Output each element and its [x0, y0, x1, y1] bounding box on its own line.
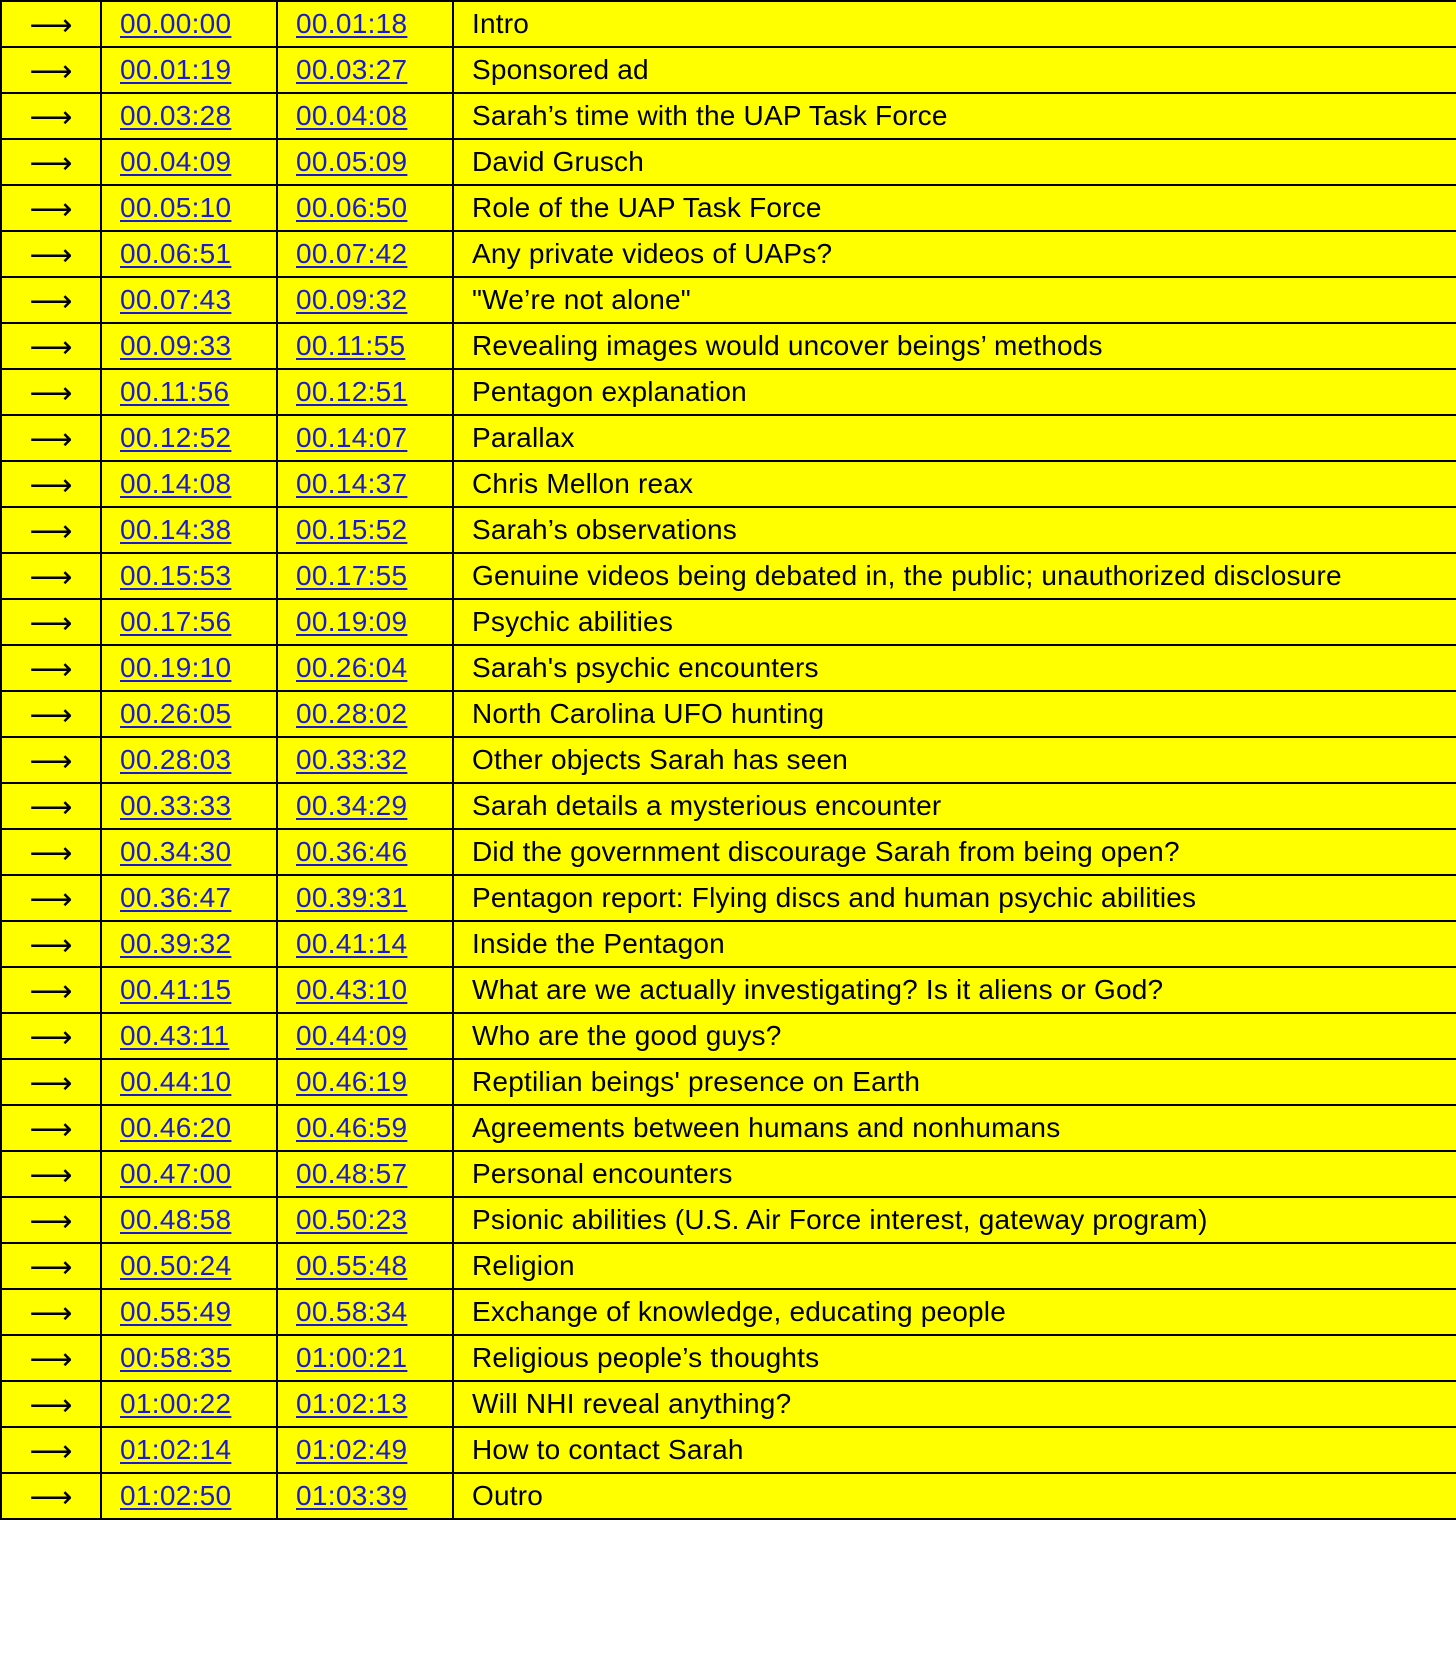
end-time-cell: [277, 1059, 453, 1105]
chapter-row: [1, 231, 1456, 277]
end-timestamp-link[interactable]: 00.55:48: [296, 1250, 408, 1281]
chapter-row: [1, 369, 1456, 415]
chapter-table-body: [1, 1, 1456, 1519]
end-timestamp-link[interactable]: 01:00:21: [296, 1342, 408, 1373]
end-time-cell: [277, 1381, 453, 1427]
arrow-cell: [1, 921, 101, 967]
start-time-cell: [101, 1151, 277, 1197]
end-timestamp-link[interactable]: 00.41:14: [296, 928, 408, 959]
arrow-cell: [1, 1473, 101, 1519]
arrow-cell: [1, 691, 101, 737]
end-timestamp-link[interactable]: 00.46:19: [296, 1066, 408, 1097]
chapter-row: [1, 1335, 1456, 1381]
end-time-cell: [277, 1427, 453, 1473]
start-time-cell: [101, 1, 277, 47]
start-time-cell: [101, 875, 277, 921]
start-time-cell: [101, 277, 277, 323]
start-timestamp-link[interactable]: 00.12:52: [120, 422, 232, 453]
arrow-cell: [1, 277, 101, 323]
start-time-cell: [101, 93, 277, 139]
end-timestamp-link[interactable]: 00.28:02: [296, 698, 408, 729]
right-arrow-icon: ⟶: [29, 745, 73, 778]
arrow-cell: [1, 599, 101, 645]
arrow-cell: [1, 875, 101, 921]
start-time-cell: [101, 1059, 277, 1105]
arrow-cell: [1, 1105, 101, 1151]
arrow-cell: [1, 1335, 101, 1381]
start-timestamp-link[interactable]: 00.43:11: [120, 1020, 230, 1051]
chapter-title: Sarah details a mysterious encounter: [453, 783, 1456, 829]
end-time-cell: [277, 1151, 453, 1197]
start-timestamp-link[interactable]: 00.33:33: [120, 790, 232, 821]
arrow-cell: [1, 1059, 101, 1105]
right-arrow-icon: ⟶: [29, 1481, 73, 1514]
chapter-row: [1, 1, 1456, 47]
start-time-cell: [101, 921, 277, 967]
arrow-cell: [1, 645, 101, 691]
chapter-title: Intro: [453, 1, 1456, 47]
arrow-cell: [1, 369, 101, 415]
chapter-title: Sarah’s time with the UAP Task Force: [453, 93, 1456, 139]
arrow-cell: [1, 737, 101, 783]
end-time-cell: [277, 93, 453, 139]
chapter-title: Will NHI reveal anything?: [453, 1381, 1456, 1427]
start-timestamp-link[interactable]: 00:58:35: [120, 1342, 232, 1373]
end-time-cell: [277, 139, 453, 185]
end-timestamp-link[interactable]: 00.15:52: [296, 514, 408, 545]
start-timestamp-link[interactable]: 00.28:03: [120, 744, 232, 775]
chapter-row: [1, 737, 1456, 783]
end-time-cell: [277, 185, 453, 231]
chapter-title: Genuine videos being debated in, the public; unauthorized disclosure: [453, 553, 1456, 599]
start-timestamp-link[interactable]: 01:02:50: [120, 1480, 232, 1511]
chapter-row: [1, 1381, 1456, 1427]
end-time-cell: [277, 1473, 453, 1519]
end-timestamp-link[interactable]: 01:03:39: [296, 1480, 408, 1511]
right-arrow-icon: ⟶: [29, 607, 73, 640]
end-time-cell: [277, 47, 453, 93]
end-time-cell: [277, 645, 453, 691]
end-timestamp-link[interactable]: 00.14:37: [296, 468, 408, 499]
chapter-row: [1, 277, 1456, 323]
right-arrow-icon: ⟶: [29, 239, 73, 272]
chapter-title: Sarah’s observations: [453, 507, 1456, 553]
arrow-cell: [1, 1013, 101, 1059]
start-time-cell: [101, 461, 277, 507]
chapter-row: [1, 553, 1456, 599]
chapter-title: Inside the Pentagon: [453, 921, 1456, 967]
chapter-title: David Grusch: [453, 139, 1456, 185]
end-time-cell: [277, 921, 453, 967]
start-time-cell: [101, 1013, 277, 1059]
chapter-row: [1, 783, 1456, 829]
start-time-cell: [101, 1105, 277, 1151]
right-arrow-icon: ⟶: [29, 1021, 73, 1054]
start-time-cell: [101, 323, 277, 369]
chapter-title: Religion: [453, 1243, 1456, 1289]
start-time-cell: [101, 1473, 277, 1519]
start-timestamp-link[interactable]: 00.15:53: [120, 560, 232, 591]
start-timestamp-link[interactable]: 00.41:15: [120, 974, 232, 1005]
arrow-cell: [1, 507, 101, 553]
start-timestamp-link[interactable]: 00.06:51: [120, 238, 232, 269]
start-timestamp-link[interactable]: 00.01:19: [120, 54, 232, 85]
end-time-cell: [277, 1013, 453, 1059]
end-timestamp-link[interactable]: 01:02:13: [296, 1388, 408, 1419]
end-timestamp-link[interactable]: 00.46:59: [296, 1112, 408, 1143]
start-timestamp-link[interactable]: 01:02:14: [120, 1434, 232, 1465]
arrow-cell: [1, 1151, 101, 1197]
start-time-cell: [101, 1427, 277, 1473]
chapter-row: [1, 1013, 1456, 1059]
end-timestamp-link[interactable]: 00.43:10: [296, 974, 408, 1005]
end-time-cell: [277, 691, 453, 737]
end-timestamp-link[interactable]: 00.03:27: [296, 54, 408, 85]
arrow-cell: [1, 1427, 101, 1473]
chapter-row: [1, 1473, 1456, 1519]
end-timestamp-link[interactable]: 00.58:34: [296, 1296, 408, 1327]
chapter-row: [1, 875, 1456, 921]
start-time-cell: [101, 1381, 277, 1427]
right-arrow-icon: ⟶: [29, 883, 73, 916]
chapter-row: [1, 921, 1456, 967]
chapter-title: Chris Mellon reax: [453, 461, 1456, 507]
end-timestamp-link[interactable]: 00.19:09: [296, 606, 408, 637]
arrow-cell: [1, 47, 101, 93]
end-timestamp-link[interactable]: 00.50:23: [296, 1204, 408, 1235]
chapter-title: Role of the UAP Task Force: [453, 185, 1456, 231]
start-time-cell: [101, 369, 277, 415]
chapter-row: [1, 1059, 1456, 1105]
end-time-cell: [277, 1335, 453, 1381]
arrow-cell: [1, 185, 101, 231]
end-timestamp-link[interactable]: 00.34:29: [296, 790, 408, 821]
chapter-row: [1, 139, 1456, 185]
chapter-row: [1, 1197, 1456, 1243]
end-timestamp-link[interactable]: 00.26:04: [296, 652, 408, 683]
start-timestamp-link[interactable]: 00.04:09: [120, 146, 232, 177]
start-timestamp-link[interactable]: 00.46:20: [120, 1112, 232, 1143]
start-timestamp-link[interactable]: 00.36:47: [120, 882, 232, 913]
start-timestamp-link[interactable]: 00.50:24: [120, 1250, 232, 1281]
right-arrow-icon: ⟶: [29, 469, 73, 502]
end-timestamp-link[interactable]: 00.44:09: [296, 1020, 408, 1051]
right-arrow-icon: ⟶: [29, 1435, 73, 1468]
chapter-title: How to contact Sarah: [453, 1427, 1456, 1473]
end-timestamp-link[interactable]: 00.07:42: [296, 238, 408, 269]
start-timestamp-link[interactable]: 00.00:00: [120, 8, 232, 39]
start-time-cell: [101, 185, 277, 231]
chapter-title: Personal encounters: [453, 1151, 1456, 1197]
end-time-cell: [277, 1, 453, 47]
start-time-cell: [101, 553, 277, 599]
end-time-cell: [277, 967, 453, 1013]
right-arrow-icon: ⟶: [29, 929, 73, 962]
start-timestamp-link[interactable]: 00.48:58: [120, 1204, 232, 1235]
right-arrow-icon: ⟶: [29, 147, 73, 180]
end-time-cell: [277, 415, 453, 461]
chapter-title: Religious people’s thoughts: [453, 1335, 1456, 1381]
chapter-row: [1, 185, 1456, 231]
right-arrow-icon: ⟶: [29, 653, 73, 686]
end-timestamp-link[interactable]: 00.36:46: [296, 836, 408, 867]
start-time-cell: [101, 1243, 277, 1289]
start-timestamp-link[interactable]: 00.39:32: [120, 928, 232, 959]
chapter-title: Did the government discourage Sarah from being open?: [453, 829, 1456, 875]
start-time-cell: [101, 599, 277, 645]
chapter-title: Sarah's psychic encounters: [453, 645, 1456, 691]
end-timestamp-link[interactable]: 00.17:55: [296, 560, 408, 591]
chapter-title: Who are the good guys?: [453, 1013, 1456, 1059]
arrow-cell: [1, 93, 101, 139]
chapter-row: [1, 507, 1456, 553]
arrow-cell: [1, 1197, 101, 1243]
start-timestamp-link[interactable]: 00.34:30: [120, 836, 232, 867]
right-arrow-icon: ⟶: [29, 1297, 73, 1330]
arrow-cell: [1, 783, 101, 829]
start-timestamp-link[interactable]: 00.19:10: [120, 652, 232, 683]
end-timestamp-link[interactable]: 00.09:32: [296, 284, 408, 315]
start-time-cell: [101, 47, 277, 93]
end-time-cell: [277, 461, 453, 507]
right-arrow-icon: ⟶: [29, 561, 73, 594]
right-arrow-icon: ⟶: [29, 55, 73, 88]
right-arrow-icon: ⟶: [29, 699, 73, 732]
arrow-cell: [1, 1, 101, 47]
chapter-row: [1, 93, 1456, 139]
right-arrow-icon: ⟶: [29, 285, 73, 318]
arrow-cell: [1, 1381, 101, 1427]
right-arrow-icon: ⟶: [29, 791, 73, 824]
chapter-row: [1, 47, 1456, 93]
start-timestamp-link[interactable]: 01:00:22: [120, 1388, 232, 1419]
end-time-cell: [277, 369, 453, 415]
right-arrow-icon: ⟶: [29, 1113, 73, 1146]
start-time-cell: [101, 1197, 277, 1243]
chapter-title: Parallax: [453, 415, 1456, 461]
arrow-cell: [1, 553, 101, 599]
right-arrow-icon: ⟶: [29, 9, 73, 42]
right-arrow-icon: ⟶: [29, 423, 73, 456]
start-timestamp-link[interactable]: 00.07:43: [120, 284, 232, 315]
start-timestamp-link[interactable]: 00.55:49: [120, 1296, 232, 1327]
start-time-cell: [101, 967, 277, 1013]
end-timestamp-link[interactable]: 01:02:49: [296, 1434, 408, 1465]
chapter-row: [1, 461, 1456, 507]
chapter-row: [1, 599, 1456, 645]
chapter-title: Psychic abilities: [453, 599, 1456, 645]
start-timestamp-link[interactable]: 00.14:38: [120, 514, 232, 545]
end-time-cell: [277, 783, 453, 829]
right-arrow-icon: ⟶: [29, 1343, 73, 1376]
end-timestamp-link[interactable]: 00.39:31: [296, 882, 408, 913]
chapter-row: [1, 691, 1456, 737]
arrow-cell: [1, 967, 101, 1013]
end-time-cell: [277, 231, 453, 277]
start-time-cell: [101, 507, 277, 553]
start-time-cell: [101, 737, 277, 783]
right-arrow-icon: ⟶: [29, 193, 73, 226]
chapter-row: [1, 967, 1456, 1013]
right-arrow-icon: ⟶: [29, 1205, 73, 1238]
chapter-title: Exchange of knowledge, educating people: [453, 1289, 1456, 1335]
end-timestamp-link[interactable]: 00.33:32: [296, 744, 408, 775]
arrow-cell: [1, 461, 101, 507]
end-timestamp-link[interactable]: 00.48:57: [296, 1158, 408, 1189]
start-time-cell: [101, 783, 277, 829]
end-time-cell: [277, 553, 453, 599]
chapter-title: Psionic abilities (U.S. Air Force interest, gateway program): [453, 1197, 1456, 1243]
right-arrow-icon: ⟶: [29, 1067, 73, 1100]
start-timestamp-link[interactable]: 00.09:33: [120, 330, 232, 361]
start-timestamp-link[interactable]: 00.47:00: [120, 1158, 232, 1189]
right-arrow-icon: ⟶: [29, 975, 73, 1008]
start-timestamp-link[interactable]: 00.03:28: [120, 100, 232, 131]
end-time-cell: [277, 599, 453, 645]
arrow-cell: [1, 231, 101, 277]
arrow-cell: [1, 139, 101, 185]
chapter-title: Pentagon explanation: [453, 369, 1456, 415]
start-time-cell: [101, 1335, 277, 1381]
arrow-cell: [1, 415, 101, 461]
end-time-cell: [277, 1243, 453, 1289]
chapter-title: North Carolina UFO hunting: [453, 691, 1456, 737]
end-time-cell: [277, 829, 453, 875]
chapter-title: Any private videos of UAPs?: [453, 231, 1456, 277]
chapter-title: "We’re not alone": [453, 277, 1456, 323]
right-arrow-icon: ⟶: [29, 377, 73, 410]
chapter-row: [1, 1105, 1456, 1151]
chapter-title: What are we actually investigating? Is it aliens or God?: [453, 967, 1456, 1013]
start-timestamp-link[interactable]: 00.44:10: [120, 1066, 232, 1097]
start-timestamp-link[interactable]: 00.26:05: [120, 698, 232, 729]
arrow-cell: [1, 323, 101, 369]
start-timestamp-link[interactable]: 00.17:56: [120, 606, 232, 637]
chapter-title: Agreements between humans and nonhumans: [453, 1105, 1456, 1151]
chapter-title: Revealing images would uncover beings’ methods: [453, 323, 1456, 369]
end-time-cell: [277, 737, 453, 783]
start-time-cell: [101, 139, 277, 185]
end-timestamp-link[interactable]: 00.06:50: [296, 192, 408, 223]
chapter-row: [1, 1151, 1456, 1197]
end-time-cell: [277, 1105, 453, 1151]
chapter-row: [1, 323, 1456, 369]
arrow-cell: [1, 829, 101, 875]
chapter-title: Other objects Sarah has seen: [453, 737, 1456, 783]
chapter-title: Sponsored ad: [453, 47, 1456, 93]
right-arrow-icon: ⟶: [29, 331, 73, 364]
start-timestamp-link[interactable]: 00.05:10: [120, 192, 232, 223]
end-time-cell: [277, 1289, 453, 1335]
right-arrow-icon: ⟶: [29, 1159, 73, 1192]
chapter-title: Reptilian beings' presence on Earth: [453, 1059, 1456, 1105]
end-time-cell: [277, 323, 453, 369]
chapter-row: [1, 415, 1456, 461]
end-timestamp-link[interactable]: 00.04:08: [296, 100, 408, 131]
start-time-cell: [101, 1289, 277, 1335]
start-time-cell: [101, 415, 277, 461]
chapter-row: [1, 1289, 1456, 1335]
start-timestamp-link[interactable]: 00.11:56: [120, 376, 230, 407]
end-time-cell: [277, 1197, 453, 1243]
right-arrow-icon: ⟶: [29, 101, 73, 134]
start-time-cell: [101, 645, 277, 691]
end-time-cell: [277, 875, 453, 921]
arrow-cell: [1, 1243, 101, 1289]
right-arrow-icon: ⟶: [29, 515, 73, 548]
end-time-cell: [277, 277, 453, 323]
start-time-cell: [101, 691, 277, 737]
start-timestamp-link[interactable]: 00.14:08: [120, 468, 232, 499]
end-timestamp-link[interactable]: 00.01:18: [296, 8, 408, 39]
start-time-cell: [101, 231, 277, 277]
chapter-row: [1, 1243, 1456, 1289]
chapter-row: [1, 645, 1456, 691]
chapter-title: Pentagon report: Flying discs and human psychic abilities: [453, 875, 1456, 921]
end-timestamp-link[interactable]: 00.12:51: [296, 376, 408, 407]
chapter-title: Outro: [453, 1473, 1456, 1519]
end-timestamp-link[interactable]: 00.11:55: [296, 330, 406, 361]
chapter-row: [1, 1427, 1456, 1473]
end-time-cell: [277, 507, 453, 553]
end-timestamp-link[interactable]: 00.14:07: [296, 422, 408, 453]
right-arrow-icon: ⟶: [29, 837, 73, 870]
right-arrow-icon: ⟶: [29, 1251, 73, 1284]
arrow-cell: [1, 1289, 101, 1335]
start-time-cell: [101, 829, 277, 875]
chapter-row: [1, 829, 1456, 875]
right-arrow-icon: ⟶: [29, 1389, 73, 1422]
end-timestamp-link[interactable]: 00.05:09: [296, 146, 408, 177]
